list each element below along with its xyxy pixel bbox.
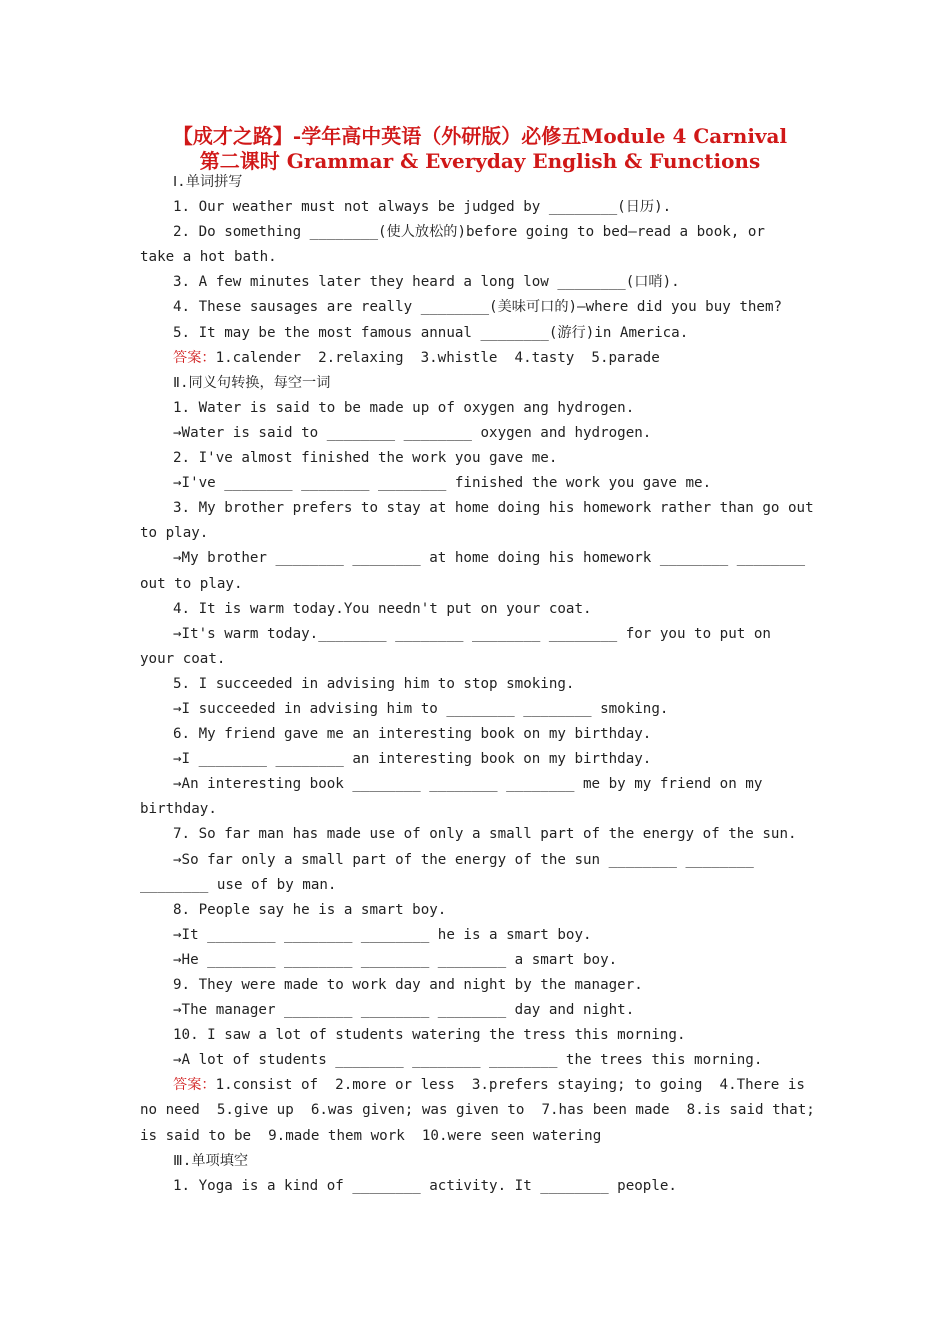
text-line <box>140 1048 810 1073</box>
line-text: 5. It may be the most famous annual ________(游行)in America. <box>173 324 689 341</box>
text-line <box>140 572 810 597</box>
line-text: 9. They were made to work day and night by the manager. <box>173 977 643 993</box>
line-text: 2. Do something ________(使人放松的)before going to bed—read a book, or <box>173 224 765 241</box>
line-text: →My brother ________ ________ at home doing his homework ________ ________ <box>173 550 806 567</box>
text-line <box>140 421 810 446</box>
answer-label: 答案： <box>173 349 216 366</box>
text-line <box>140 797 810 822</box>
text-line <box>140 973 810 998</box>
text-line <box>140 496 814 521</box>
text-line <box>140 822 810 847</box>
line-text: take a hot bath. <box>140 249 277 266</box>
line-text: out to play. <box>140 575 243 592</box>
text-line <box>140 446 810 471</box>
line-text: 1.calender 2.relaxing 3.whistle 4.tasty 5.parade <box>215 349 660 366</box>
text-line <box>140 245 810 270</box>
line-text: →I ________ ________ an interesting book on my birthday. <box>173 751 652 768</box>
line-text: is said to be 9.made them work 10.were seen watering <box>140 1127 602 1144</box>
line-text: 5. I succeeded in advising him to stop smoking. <box>173 675 575 692</box>
line-text: →I've ________ ________ ________ finished the work you gave me. <box>173 475 712 492</box>
section-heading <box>140 170 810 195</box>
section-heading <box>140 1149 810 1174</box>
text-line <box>140 1174 810 1199</box>
text-line <box>140 873 810 898</box>
line-text: Ⅲ.单项填空 <box>173 1152 249 1169</box>
line-text: →It ________ ________ ________ he is a smart boy. <box>173 926 592 943</box>
text-line <box>140 471 810 496</box>
text-line <box>140 195 810 220</box>
text-line <box>140 597 810 622</box>
text-line <box>140 923 810 948</box>
line-text: 7. So far man has made use of only a small part of the energy of the sun. <box>173 826 797 843</box>
line-text: to play. <box>140 525 209 542</box>
text-line <box>140 321 810 346</box>
text-line <box>140 898 810 923</box>
answer-line <box>140 1073 810 1098</box>
line-text: 4. These sausages are really ________(美味可口的)—where did you buy them? <box>173 299 783 316</box>
line-text: ________ use of by man. <box>140 876 337 893</box>
line-text: 3. A few minutes later they heard a long low ________(口哨). <box>173 274 680 291</box>
text-line <box>140 396 810 421</box>
line-text: 1. Yoga is a kind of ________ activity. It ________ people. <box>173 1177 677 1194</box>
text-line <box>140 270 810 295</box>
text-line <box>140 998 810 1023</box>
line-text: 8. People say he is a smart boy. <box>173 901 447 918</box>
text-line <box>140 697 810 722</box>
text-line <box>140 672 810 697</box>
line-text: birthday. <box>140 801 217 818</box>
text-line <box>140 1124 810 1149</box>
text-line <box>140 546 810 571</box>
text-line <box>140 1098 815 1123</box>
line-text: →Water is said to ________ ________ oxygen and hydrogen. <box>173 424 652 441</box>
text-line <box>140 647 810 672</box>
answer-label: 答案： <box>173 1077 216 1094</box>
line-text: →He ________ ________ ________ ________ a smart boy. <box>173 951 618 968</box>
line-text: Ⅱ.同义句转换，每空一词 <box>173 374 331 391</box>
text-line <box>140 220 810 245</box>
text-line <box>140 1023 810 1048</box>
line-text: 1.consist of 2.more or less 3.prefers staying; to going 4.There is <box>215 1077 805 1094</box>
line-text: →An interesting book ________ ________ ________ me by my friend on my <box>173 776 763 793</box>
line-text: 1. Water is said to be made up of oxygen ang hydrogen. <box>173 399 635 416</box>
text-line <box>140 722 810 747</box>
text-line <box>140 622 810 647</box>
answer-line <box>140 346 810 371</box>
line-text: 4. It is warm today.You needn't put on your coat. <box>173 600 592 617</box>
line-text: 10. I saw a lot of students watering the tress this morning. <box>173 1027 686 1044</box>
line-text: →The manager ________ ________ ________ day and night. <box>173 1002 635 1019</box>
text-line <box>140 521 810 546</box>
line-text: →A lot of students ________ ________ ________ the trees this morning. <box>173 1052 763 1069</box>
section-heading <box>140 371 810 396</box>
text-line <box>140 772 810 797</box>
line-text: Ⅰ.单词拼写 <box>173 174 243 190</box>
line-text: 3. My brother prefers to stay at home doing his homework rather than go out <box>173 500 814 517</box>
line-text: no need 5.give up 6.was given; was given to 7.has been made 8.is said that; <box>140 1102 815 1119</box>
line-text: →I succeeded in advising him to ________ ________ smoking. <box>173 700 669 717</box>
line-text: 1. Our weather must not always be judged by ________(日历). <box>173 199 672 216</box>
line-text: 6. My friend gave me an interesting book on my birthday. <box>173 726 652 743</box>
line-text: →So far only a small part of the energy of the sun ________ ________ <box>173 851 754 868</box>
line-text: 2. I've almost finished the work you gave me. <box>173 450 558 467</box>
line-text: your coat. <box>140 650 226 667</box>
text-line <box>140 295 810 320</box>
text-line <box>140 848 810 873</box>
text-line <box>140 747 810 772</box>
document-title-line1: 【成才之路】-学年高中英语（外研版）必修五Module 4 Carnival <box>172 124 788 148</box>
text-line <box>140 948 810 973</box>
line-text: →It's warm today.________ ________ ________ ________ for you to put on <box>173 625 771 642</box>
document-body <box>140 170 815 1199</box>
document-title-line2: 第二课时 Grammar & Everyday English & Functions <box>199 149 761 173</box>
